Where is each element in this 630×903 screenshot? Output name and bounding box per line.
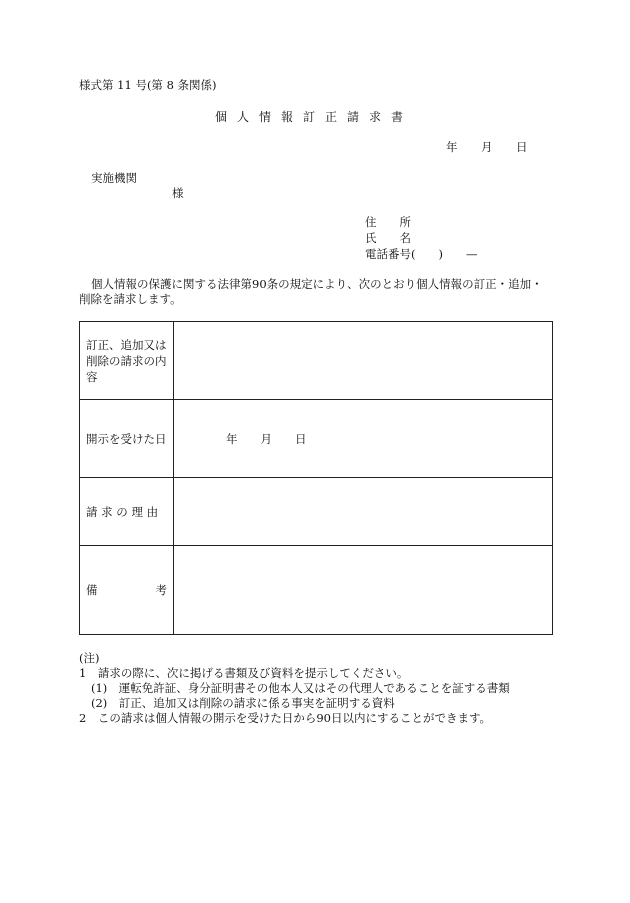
remarks-label bbox=[80, 546, 174, 635]
note-2: 2 この請求は個人情報の開示を受けた日から90日以内にすることができます。 bbox=[79, 711, 492, 725]
disclosure-date-label: 開示を受けた日 bbox=[80, 400, 174, 478]
remarks-label-b: 考 bbox=[155, 583, 167, 597]
intro-line-2: 削除を請求します。 bbox=[79, 292, 182, 306]
notes-heading: (注) bbox=[79, 651, 100, 665]
form-number: 様式第 11 号(第 8 条関係) bbox=[79, 78, 217, 92]
note-1: 1 請求の際に、次に掲げる書類及び資料を提示してください。 bbox=[79, 666, 409, 680]
note-1-2: (2) 訂正、追加又は削除の請求に係る事実を証明する資料 bbox=[91, 696, 395, 710]
reason-label: 請 求 の 理 由 bbox=[80, 478, 174, 546]
date-year: 年 bbox=[446, 140, 458, 154]
page-title: 個人情報訂正請求書 bbox=[215, 110, 414, 124]
disclosure-date-value: 年 月 日 bbox=[226, 431, 307, 446]
remarks-label-a: 備 bbox=[86, 583, 98, 597]
honorific: 様 bbox=[172, 186, 184, 200]
note-1-1: (1) 運転免許証、身分証明書その他本人又はその代理人であることを証する書類 bbox=[91, 681, 510, 695]
intro-line-1: 個人情報の保護に関する法律第90条の規定により、次のとおり個人情報の訂正・追加・ bbox=[91, 277, 543, 291]
remarks-field[interactable] bbox=[174, 546, 553, 635]
date-day: 日 bbox=[516, 140, 528, 154]
reason-field[interactable] bbox=[174, 478, 553, 546]
phone-label: 電話番号( ) — bbox=[365, 247, 478, 261]
disclosure-date-field[interactable] bbox=[174, 400, 553, 478]
date-month: 月 bbox=[481, 140, 493, 154]
name-label: 氏 名 bbox=[365, 231, 411, 245]
request-content-label: 訂正、追加又は削除の請求の内容 bbox=[80, 322, 174, 400]
request-table bbox=[79, 321, 553, 635]
agency-label: 実施機関 bbox=[91, 171, 137, 185]
request-content-field[interactable] bbox=[174, 322, 553, 400]
address-label: 住 所 bbox=[365, 215, 411, 229]
